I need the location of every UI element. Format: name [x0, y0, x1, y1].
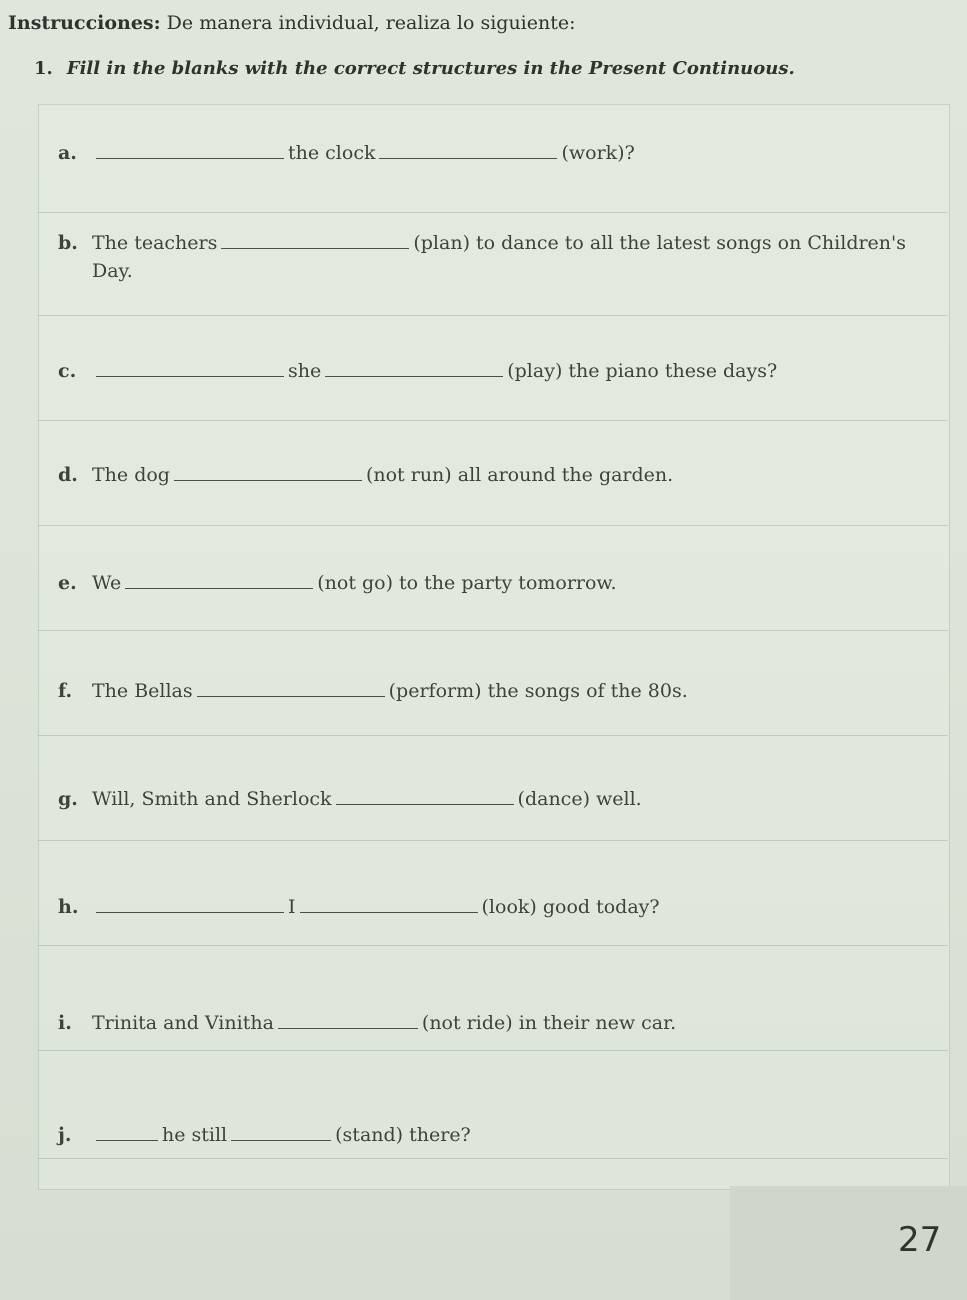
answer-blank[interactable]: [96, 375, 284, 377]
answer-blank[interactable]: [96, 1139, 158, 1141]
item-text: (work)?: [561, 142, 635, 164]
answer-blank[interactable]: [336, 803, 514, 805]
exercise-item-e: [58, 572, 616, 594]
answer-blank[interactable]: [125, 587, 313, 589]
item-text: The teachers: [92, 232, 218, 254]
exercise-item-a: [58, 142, 635, 164]
exercise-item-f: [58, 680, 688, 702]
task-text: Fill in the blanks with the correct structures in the Present Continuous.: [66, 58, 795, 79]
answer-blank[interactable]: [174, 479, 362, 481]
divider: [38, 315, 948, 316]
item-text: (stand) there?: [335, 1124, 471, 1146]
divider: [38, 630, 948, 631]
answer-blank[interactable]: [231, 1139, 331, 1141]
item-text: (perform) the songs of the 80s.: [388, 680, 688, 702]
exercise-item-g: [58, 788, 642, 810]
item-text: I: [288, 896, 296, 918]
divider: [38, 945, 948, 946]
exercise-item-h: [58, 896, 660, 918]
answer-blank[interactable]: [96, 157, 284, 159]
item-letter: h.: [58, 896, 79, 918]
divider: [38, 735, 948, 736]
answer-blank[interactable]: [96, 911, 284, 913]
item-letter: f.: [58, 680, 73, 702]
task-number: 1.: [34, 58, 53, 79]
item-letter: g.: [58, 788, 78, 810]
item-letter: e.: [58, 572, 77, 594]
answer-blank[interactable]: [278, 1027, 418, 1029]
item-text: We: [92, 572, 122, 594]
answer-blank[interactable]: [300, 911, 478, 913]
item-text: (not go) to the party tomorrow.: [317, 572, 617, 594]
exercise-item-i: [58, 1012, 676, 1034]
item-text: (not run) all around the garden.: [365, 464, 674, 486]
divider: [38, 1050, 948, 1051]
answer-blank[interactable]: [221, 247, 409, 249]
divider: [38, 420, 948, 421]
answer-blank[interactable]: [197, 695, 385, 697]
answer-blank[interactable]: [325, 375, 503, 377]
item-letter: b.: [58, 232, 78, 254]
item-text: (plan) to dance to all the latest songs on Children's: [413, 232, 907, 254]
divider: [38, 525, 948, 526]
item-text: (not ride) in their new car.: [421, 1012, 677, 1034]
item-letter: j.: [58, 1124, 72, 1146]
item-b-continuation: Day.: [92, 260, 133, 282]
divider: [38, 840, 948, 841]
divider: [38, 212, 948, 213]
item-letter: a.: [58, 142, 77, 164]
exercise-item-d: [58, 464, 673, 486]
instructions-heading: [8, 12, 576, 34]
exercise-item-c: [58, 360, 777, 382]
answer-blank[interactable]: [379, 157, 557, 159]
item-text: The dog: [92, 464, 170, 486]
item-letter: c.: [58, 360, 77, 382]
exercise-item-j: [58, 1124, 471, 1146]
item-text: The Bellas: [92, 680, 193, 702]
item-text: Will, Smith and Sherlock: [92, 788, 332, 810]
item-text: (play) the piano these days?: [507, 360, 778, 382]
instructions-label: Instrucciones:: [8, 12, 161, 34]
exercise-item-b: [58, 232, 906, 254]
item-text: he still: [162, 1124, 228, 1146]
item-text: the clock: [288, 142, 376, 164]
instructions-text: De manera individual, realiza lo siguiente:: [160, 12, 576, 34]
item-text: she: [288, 360, 322, 382]
item-text: Trinita and Vinitha: [92, 1012, 274, 1034]
item-text: (look) good today?: [481, 896, 660, 918]
task-title: [34, 58, 795, 79]
item-letter: i.: [58, 1012, 72, 1034]
page-number: 27: [898, 1220, 942, 1260]
item-letter: d.: [58, 464, 78, 486]
item-text: (dance) well.: [517, 788, 642, 810]
divider: [38, 1158, 948, 1159]
